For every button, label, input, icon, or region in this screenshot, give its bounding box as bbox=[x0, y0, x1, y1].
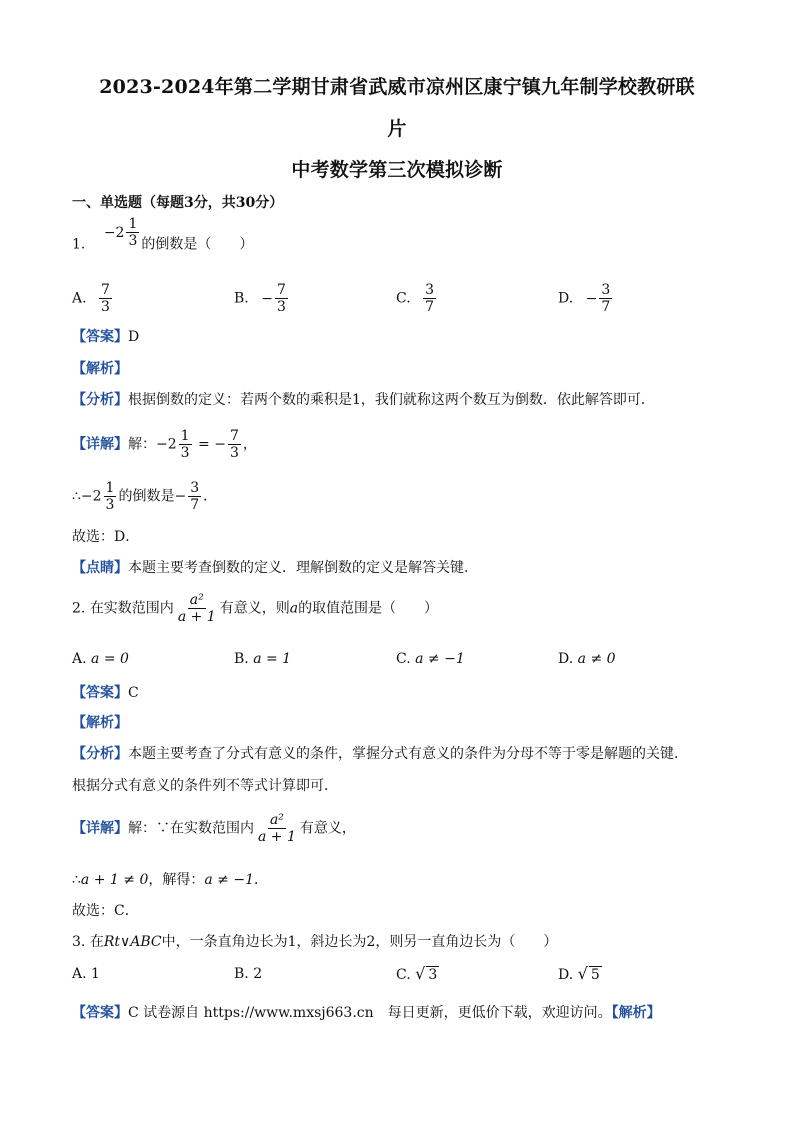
option-a[interactable]: A. $\frac{7}{3}$ bbox=[72, 282, 110, 316]
therefore-2: ∴a + 1 ≠ 0，解得：a ≠ −1． bbox=[72, 872, 268, 888]
analysis-tag-2: 【解析】 bbox=[72, 715, 128, 731]
title-line-2: 片 bbox=[387, 118, 407, 140]
question-number: 2. bbox=[72, 600, 86, 617]
answer-3: 【答案】C 试卷源自 https://www.mxsj663.cn 每日更新，更低价下载，欢迎访问。【解析】 bbox=[72, 1005, 661, 1021]
section-heading: 一、单选题（每题3分，共30分） bbox=[72, 195, 284, 211]
question-2: 2. 在实数范围内 $\frac{\text{a²}}{a + 1}$ 有意义，则a的取值范围是（ ） bbox=[72, 592, 439, 626]
mixed-number-fraction: $\frac{1}{3}$ bbox=[128, 216, 138, 250]
answer-tag: 【答案】 bbox=[72, 329, 128, 345]
option-a[interactable]: A. 1 bbox=[72, 966, 100, 982]
therefore-1: ∴−2 $\frac{1}{3}$ 的倒数是− $\frac{3}{7}$ ． bbox=[72, 480, 218, 514]
option-d[interactable]: D. a ≠ 0 bbox=[558, 651, 616, 667]
option-a[interactable]: A. a = 0 bbox=[72, 651, 129, 667]
option-c[interactable]: C. a ≠ −1 bbox=[396, 651, 465, 667]
detail-2: 【详解】解：∵在实数范围内 $\frac{\text{a²}}{a + 1}$ 有意义， bbox=[72, 812, 356, 846]
sqrt-icon: √ bbox=[577, 964, 588, 983]
option-b[interactable]: B. 2 bbox=[234, 966, 263, 982]
question-stem: 的倒数是（ ） bbox=[141, 236, 254, 253]
answer-2: 【答案】C bbox=[72, 685, 139, 701]
question-number: 1. bbox=[72, 236, 86, 253]
option-c[interactable]: C. $\frac{3}{7}$ bbox=[396, 282, 435, 316]
question-1 bbox=[72, 216, 254, 261]
choose-1: 故选：D． bbox=[72, 529, 140, 545]
fenxi-2-cont: 根据分式有意义的条件列不等式计算即可． bbox=[72, 778, 338, 794]
fenxi-2: 【分析】本题主要考查了分式有意义的条件，掌握分式有意义的条件为分母不等于零是解题的关键． bbox=[72, 746, 688, 762]
option-c[interactable]: C. √ 3 bbox=[396, 964, 438, 983]
detail-1: 【详解】解：−2 $\frac{1}{3}$ = − $\frac{7}{3}$ ， bbox=[72, 428, 257, 462]
option-b[interactable]: B. − $\frac{7}{3}$ bbox=[234, 282, 286, 316]
dianjing-1: 【点睛】本题主要考查倒数的定义．理解倒数的定义是解答关键． bbox=[72, 560, 478, 576]
fenxi-1: 【分析】根据倒数的定义：若两个数的乘积是1，我们就称这两个数互为倒数．依此解答即可． bbox=[72, 392, 655, 408]
answer-1 bbox=[72, 326, 139, 346]
question-3: 3. 在Rt∨ABC中，一条直角边长为1，斜边长为2，则另一直角边长为（ ） bbox=[72, 934, 558, 950]
answer-value: D bbox=[128, 329, 140, 345]
option-d[interactable]: D. − $\frac{3}{7}$ bbox=[558, 282, 611, 316]
choose-2: 故选：C． bbox=[72, 903, 139, 919]
option-d[interactable]: D. √ 5 bbox=[558, 964, 600, 983]
option-b[interactable]: B. a = 1 bbox=[234, 651, 292, 667]
mixed-number-whole: −2 bbox=[103, 224, 125, 241]
watermark-text: 试卷源自 https://www.mxsj663.cn 每日更新，更低价下载，欢迎访问。 bbox=[143, 1005, 612, 1021]
title-line-1: 2023-2024年第二学期甘肃省武威市凉州区康宁镇九年制学校教研联 bbox=[99, 76, 695, 98]
sqrt-icon: √ bbox=[415, 964, 426, 983]
analysis-tag-1: 【解析】 bbox=[72, 361, 128, 377]
title-line-3: 中考数学第三次模拟诊断 bbox=[291, 159, 503, 181]
